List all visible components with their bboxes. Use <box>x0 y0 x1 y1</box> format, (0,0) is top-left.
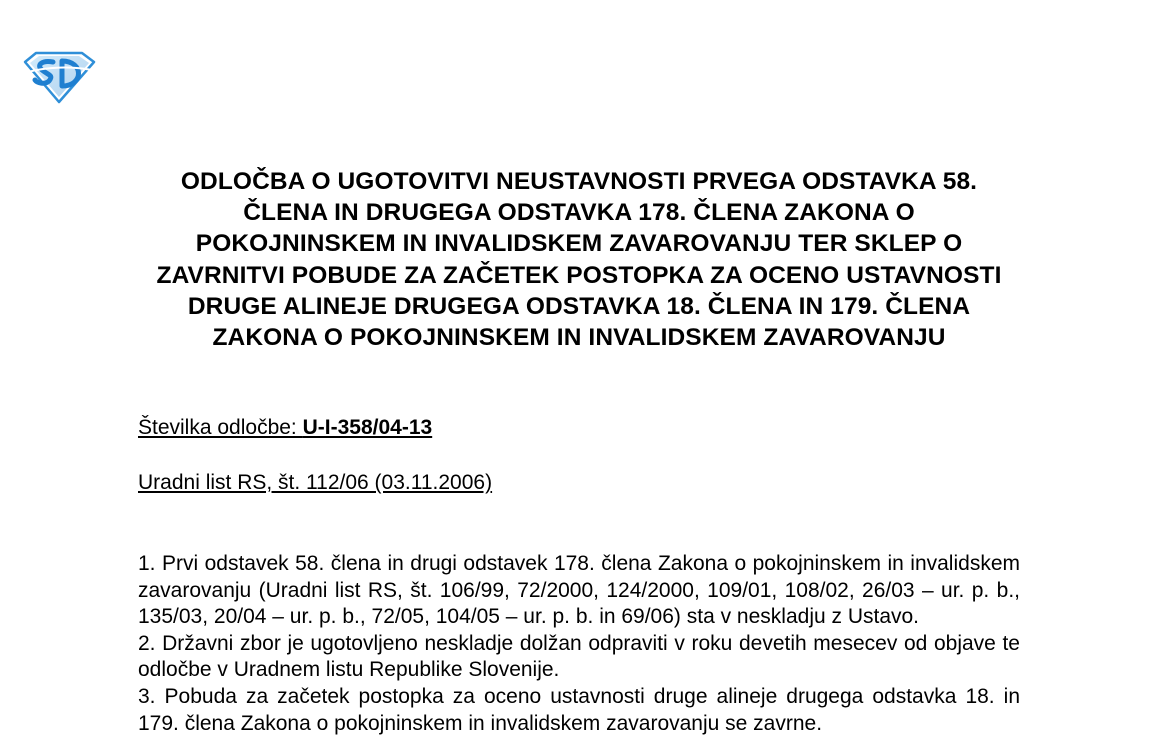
decision-paragraph-2: 2. Državni zbor je ugotovljeno neskladje dolžan odpraviti v roku devetih mesecev od objave te odločbe v Uradnem listu Republike Slovenije. <box>138 631 1020 682</box>
official-gazette-reference: Uradni list RS, št. 112/06 (03.11.2006) <box>138 471 493 494</box>
decision-number-value: U-I-358/04-13 <box>302 416 433 439</box>
decision-paragraph-3: 3. Pobuda za začetek postopka za oceno ustavnosti druge alineje drugega odstavka 18. in 179. člena Zakona o pokojninskem in invalidskem zavarovanju se zavrne. <box>138 684 1020 735</box>
decision-number <box>138 415 432 441</box>
constitutional-court-logo-icon <box>22 50 96 104</box>
document-title: ODLOČBA O UGOTOVITVI NEUSTAVNOSTI PRVEGA ODSTAVKA 58. ČLENA IN DRUGEGA ODSTAVKA 178. ČLENA ZAKONA O POKOJNINSKEM IN INVALIDSKEM ZAVAROVANJU TER SKLEP O ZAVRNITVI POBUDE ZA ZAČETEK POSTOPKA ZA OCENO USTAVNOSTI DRUGE ALINEJE DRUGEGA ODSTAVKA 18. ČLENA IN 179. ČLENA ZAKONA O POKOJNINSKEM IN INVALIDSKEM ZAVAROVANJU <box>156 168 1002 352</box>
decision-number-label: Številka odločbe: <box>138 416 303 439</box>
decision-body <box>138 551 1020 737</box>
decision-paragraph-1: 1. Prvi odstavek 58. člena in drugi odstavek 178. člena Zakona o pokojninskem in invalidskem zavarovanju (Uradni list RS, št. 106/99, 72/2000, 124/2000, 109/01, 108/02, 26/03 – ur. p. b., 135/03, 20/04 – ur. p. b., 72/05, 104/05 – ur. p. b. in 69/06) sta v neskladju z Ustavo. <box>138 552 1020 629</box>
